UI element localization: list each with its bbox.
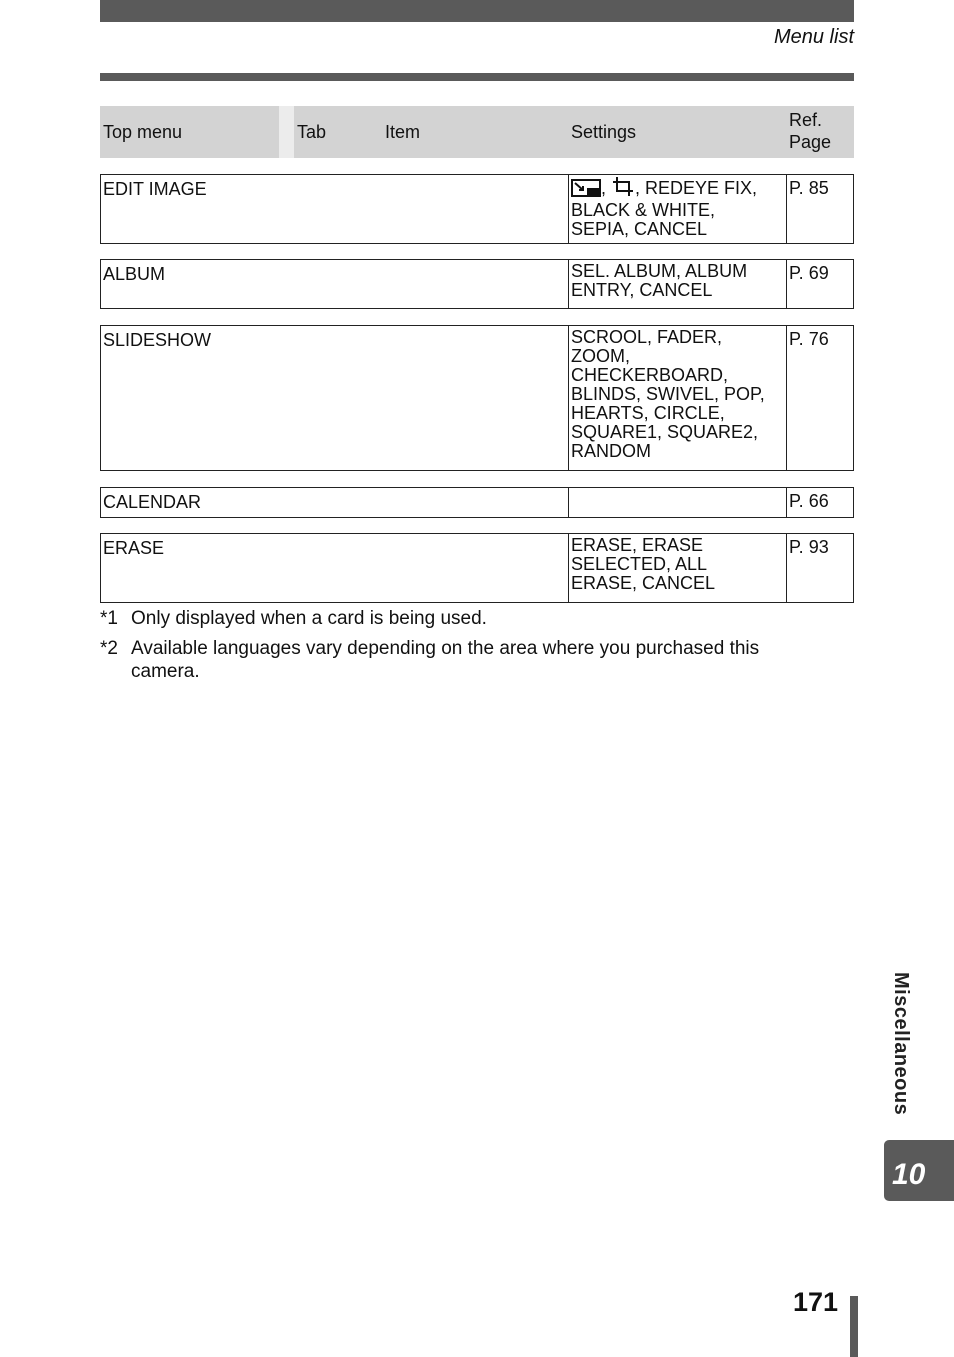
header-ref-page: Ref. Page — [789, 110, 832, 152]
header-separator — [279, 106, 294, 158]
settings-cell: SEL. ALBUM, ALBUM ENTRY, CANCEL — [569, 260, 787, 308]
ref-page-cell: P. 76 — [789, 329, 829, 349]
chapter-tab — [884, 1140, 954, 1201]
top-menu-cell: EDIT IMAGE — [101, 175, 569, 243]
top-menu-cell: ALBUM — [101, 260, 569, 308]
crop-icon — [611, 177, 635, 201]
section-title: Menu list — [773, 26, 854, 48]
resize-icon — [571, 179, 601, 201]
top-menu-cell: SLIDESHOW — [101, 326, 569, 470]
footnote-mark: *2 — [100, 638, 118, 659]
header-settings: Settings — [571, 122, 637, 142]
footnote-1 — [100, 607, 854, 631]
footnote-text: Only displayed when a card is being used. — [131, 608, 487, 629]
footnote-text: Available languages vary depending on the area where you purchased this camera. — [131, 638, 760, 682]
ref-page-cell: P. 85 — [789, 178, 829, 198]
chapter-number: 10 — [892, 1158, 926, 1191]
settings-cell — [569, 175, 787, 243]
top-menu-cell: ERASE — [101, 534, 569, 602]
header-item: Item — [385, 122, 421, 142]
table-row — [100, 533, 854, 603]
settings-comma: , — [601, 178, 612, 198]
page-number: 171 — [793, 1287, 839, 1317]
chapter-label: Miscellaneous — [890, 972, 912, 1116]
settings-text: , REDEYE FIX, BLACK & WHITE, SEPIA, CANCEL — [571, 178, 758, 239]
table-header — [100, 106, 854, 158]
ref-page-cell: P. 69 — [789, 263, 829, 283]
settings-cell — [569, 488, 787, 517]
footnote-mark: *1 — [100, 608, 118, 629]
header-top-menu: Top menu — [103, 122, 183, 142]
top-bar — [100, 0, 854, 22]
settings-cell: ERASE, ERASE SELECTED, ALL ERASE, CANCEL — [569, 534, 787, 602]
table-row — [100, 174, 854, 244]
settings-cell: SCROOL, FADER, ZOOM, CHECKERBOARD, BLINDS, SWIVEL, POP, HEARTS, CIRCLE, SQUARE1, SQUARE2, RANDOM — [569, 326, 787, 470]
header-rule — [100, 73, 854, 81]
ref-page-cell: P. 93 — [789, 537, 829, 557]
table-row — [100, 325, 854, 471]
header-tab: Tab — [297, 122, 327, 142]
table-row — [100, 487, 854, 518]
page-bar — [850, 1296, 858, 1357]
ref-page-cell: P. 66 — [789, 491, 829, 511]
table-row — [100, 259, 854, 309]
footnote-2 — [100, 637, 854, 685]
top-menu-cell: CALENDAR — [101, 488, 569, 517]
